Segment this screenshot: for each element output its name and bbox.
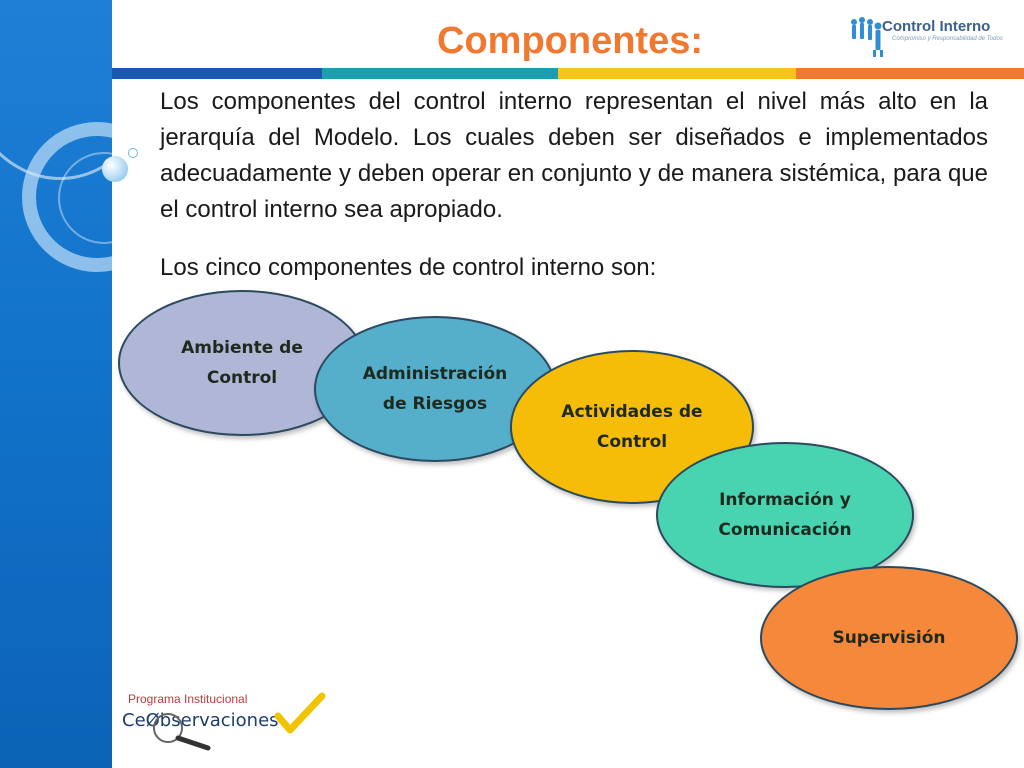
component-label: Administración de Riesgos bbox=[362, 364, 508, 414]
header-stripe-orange bbox=[796, 68, 1024, 79]
logo-text: Control Interno bbox=[882, 18, 991, 35]
logo-line-2: CeØbservaciones bbox=[122, 710, 279, 731]
header-stripe-yellow bbox=[558, 68, 796, 79]
logo-subtext: Compromiso y Responsabilidad de Todos bbox=[892, 36, 1003, 42]
programa-observaciones-logo bbox=[118, 684, 328, 756]
component-label: Supervisión bbox=[832, 628, 946, 648]
page-title: Componentes: bbox=[437, 20, 703, 62]
intro-paragraph: Los componentes del control interno representan el nivel más alto en la jerarquía del Modelo. Los cuales deben ser diseñados e implementados adecuadamente y deben operar en conjunto y de manera sistémica, para que el control interno sea apropiado. bbox=[160, 88, 988, 223]
component-label: Ambiente de Control bbox=[181, 338, 303, 388]
magnifier-icon bbox=[138, 704, 278, 752]
component-label: Actividades de Control bbox=[561, 402, 703, 452]
decorative-bubble bbox=[102, 156, 128, 182]
control-interno-logo bbox=[848, 12, 1008, 60]
header-stripe-teal bbox=[322, 68, 558, 79]
checkmark-icon bbox=[268, 688, 328, 738]
sidebar-decoration bbox=[0, 0, 112, 768]
component-label: Información y Comunicación bbox=[718, 490, 852, 540]
components-intro: Los cinco componentes de control interno son: bbox=[160, 254, 657, 281]
header-stripe-blue bbox=[112, 68, 322, 79]
component-ellipse-supervision bbox=[760, 566, 1018, 710]
decorative-bubble bbox=[128, 148, 138, 158]
logo-line-1: Programa Institucional bbox=[128, 692, 248, 706]
